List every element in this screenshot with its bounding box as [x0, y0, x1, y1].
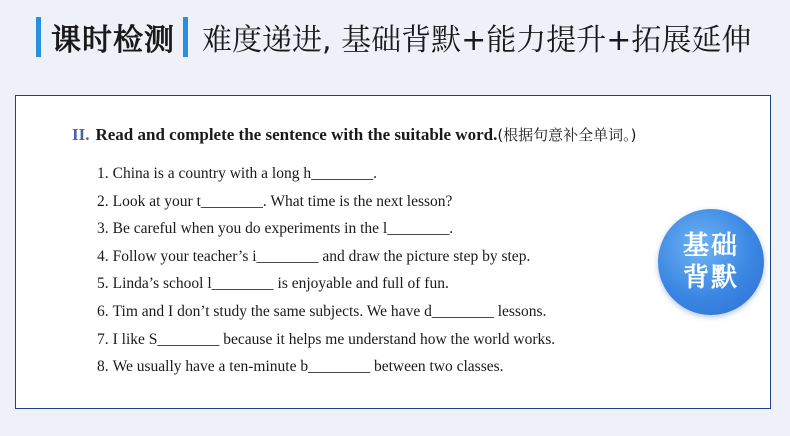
- badge-line-2: 背默: [682, 263, 739, 293]
- exercise-item: [97, 298, 555, 326]
- item-number: 6.: [97, 302, 109, 320]
- lesson-header: [36, 16, 751, 58]
- item-number: 1.: [97, 165, 109, 182]
- exercise-item: [97, 160, 555, 188]
- item-sentence: We usually have a ten-minute b________ between two classes.: [112, 358, 504, 376]
- exercise-list: [97, 160, 555, 381]
- accent-bar-left: [36, 17, 41, 57]
- badge-line-1: 基础: [682, 231, 739, 261]
- accent-bar-right: [183, 17, 188, 57]
- basic-recitation-badge: [658, 209, 764, 315]
- exercise-item: [97, 270, 555, 298]
- item-sentence: China is a country with a long h________.: [112, 165, 377, 182]
- item-sentence: I like S________ because it helps me understand how the world works.: [112, 330, 556, 348]
- exercise-item: [97, 326, 555, 354]
- header-badge-title: 课时检测: [51, 23, 175, 58]
- exercise-item: [97, 188, 555, 216]
- item-sentence: Look at your t________. What time is the next lesson?: [112, 192, 453, 210]
- item-sentence: Follow your teacher’s i________ and draw the picture step by step.: [112, 247, 531, 265]
- instruction-chinese: (根据句意补全单词。): [497, 126, 637, 144]
- header-subtitle: 难度递进, 基础背默+能力提升+拓展延伸: [202, 23, 752, 58]
- item-sentence: Tim and I don’t study the same subjects. We have d________ lessons.: [112, 302, 547, 320]
- item-sentence: Be careful when you do experiments in the l________.: [112, 220, 454, 238]
- section-numeral: II.: [72, 125, 90, 144]
- item-number: 5.: [97, 275, 109, 293]
- item-number: 3.: [97, 220, 109, 238]
- item-sentence: Linda’s school l________ is enjoyable and full of fun.: [112, 275, 449, 293]
- exercise-item: [97, 215, 555, 243]
- exercise-panel: [15, 95, 771, 409]
- item-number: 2.: [97, 192, 109, 210]
- item-number: 4.: [97, 247, 109, 265]
- instruction-english: Read and complete the sentence with the suitable word.: [95, 125, 498, 144]
- item-number: 8.: [97, 358, 109, 376]
- item-number: 7.: [97, 330, 109, 348]
- exercise-item: [97, 353, 555, 381]
- exercise-item: [97, 243, 555, 271]
- section-heading: [72, 124, 637, 145]
